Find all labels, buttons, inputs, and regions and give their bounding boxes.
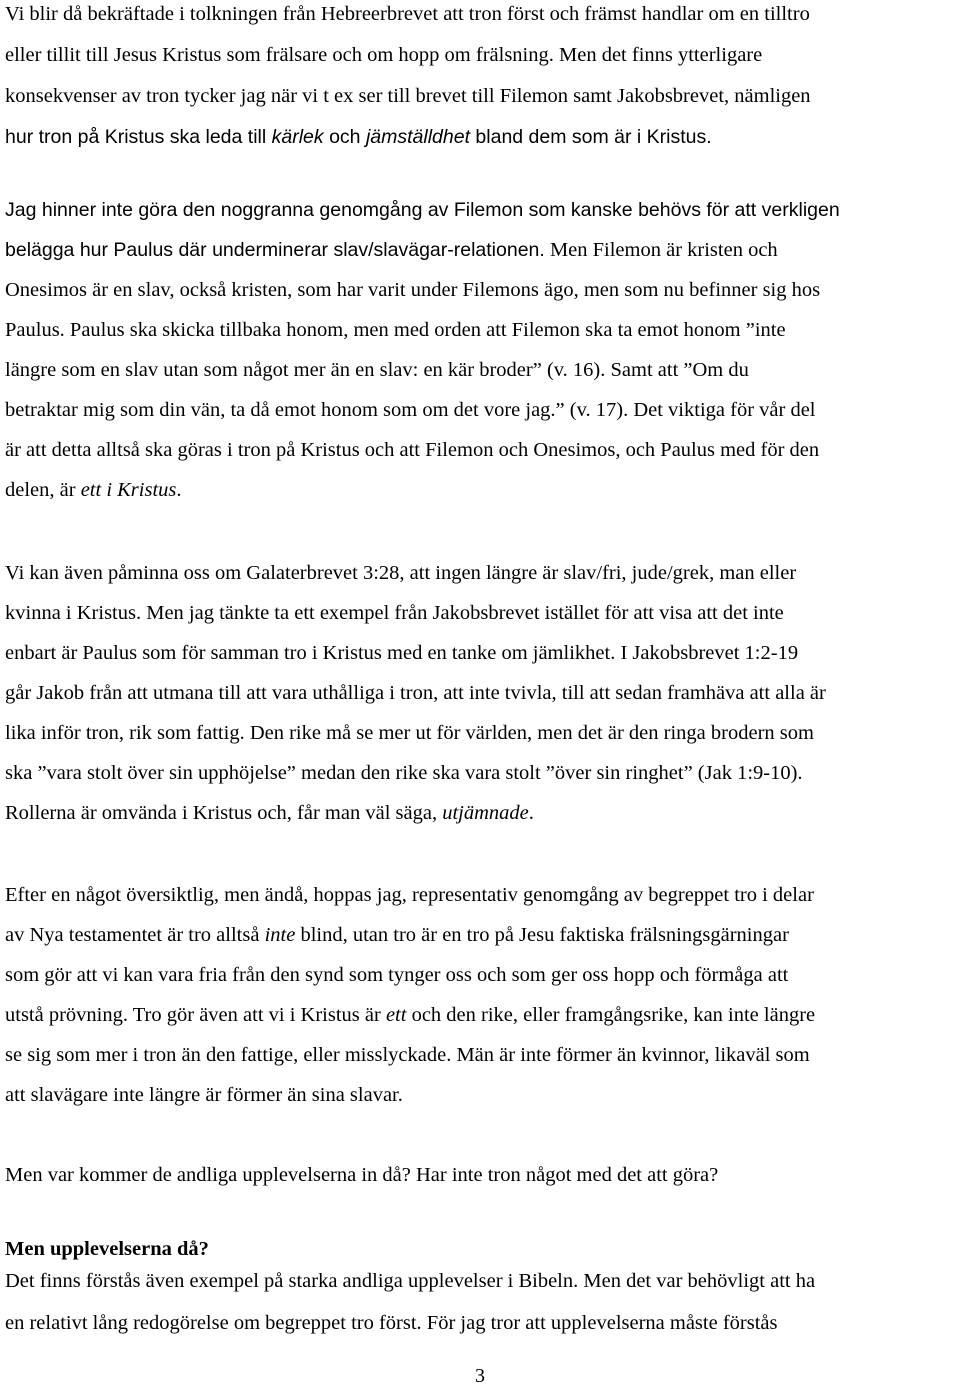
text-run: hur tron på Kristus ska leda till (5, 126, 272, 148)
text-line: längre som en slav utan som något mer än en slav: en kär broder” (v. 16). Samt att ”Om du (5, 359, 749, 381)
emphasis-text: ett (385, 1004, 407, 1026)
text-line (5, 236, 840, 276)
emphasis-text: kärlek (271, 126, 324, 148)
paragraph-2 (5, 196, 840, 516)
text-line (5, 476, 840, 516)
text-line: betraktar mig som din vän, ta då emot honom som om det vore jag.” (v. 17). Det viktiga för vår del (5, 399, 816, 421)
text-line: Vi blir då bekräftade i tolkningen från Hebreerbrevet att tron först och främst handlar om en tilltro (5, 3, 810, 25)
text-run: . (176, 479, 182, 501)
text-run: . (528, 802, 534, 824)
text-line: konsekvenser av tron tycker jag när vi t ex ser till brevet till Filemon samt Jakobsbrevet, nämligen (5, 85, 811, 107)
paragraph-3 (5, 559, 826, 839)
paragraph-4 (5, 881, 815, 1121)
text-line (5, 799, 826, 839)
text-run: och (323, 126, 366, 148)
emphasis-text: inte (264, 924, 296, 946)
text-run: delen, är (5, 479, 81, 501)
text-line: enbart är Paulus som för samman tro i Kristus med en tanke om jämlikhet. I Jakobsbrevet 1:2-19 (5, 642, 799, 664)
text-line: Efter en något översiktlig, men ändå, hoppas jag, representativ genomgång av begreppet tro i delar (5, 884, 814, 906)
text-line (5, 1001, 815, 1041)
text-line: Onesimos är en slav, också kristen, som har varit under Filemons ägo, men som nu befinner sig hos (5, 279, 821, 301)
text-line: ska ”vara stolt över sin upphöjelse” medan den rike ska vara stolt ”över sin ringhet” (Jak 1:9-10). (5, 762, 803, 784)
paragraph-1 (5, 0, 811, 164)
section-men-upplevelserna (5, 1235, 815, 1350)
text-line: eller tillit till Jesus Kristus som frälsare och om hopp om frälsning. Men det finns ytterligare (5, 44, 763, 66)
text-line: Paulus. Paulus ska skicka tillbaka honom, men med orden att Filemon ska ta emot honom ”inte (5, 319, 786, 341)
emphasis-text: ett i Kristus (80, 479, 177, 501)
text-run: utstå prövning. Tro gör även att vi i Kristus är (5, 1004, 386, 1026)
text-line (5, 921, 815, 961)
text-line (5, 123, 811, 164)
text-run: och den rike, eller framgångsrike, kan inte längre (406, 1004, 816, 1026)
text-line: Vi kan även påminna oss om Galaterbrevet 3:28, att ingen längre är slav/fri, jude/grek, man eller (5, 562, 797, 584)
text-line: lika inför tron, rik som fattig. Den rike må se mer ut för världen, men det är den ringa brodern som (5, 722, 814, 744)
text-run: belägga hur Paulus där underminerar slav/slavägar-relationen. (5, 239, 545, 261)
text-line: är att detta alltså ska göras i tron på Kristus och att Filemon och Onesimos, och Paulus med för den (5, 439, 820, 461)
text-line: Men var kommer de andliga upplevelserna in då? Har inte tron något med det att göra? (5, 1164, 719, 1186)
text-run: bland dem som är i Kristus. (470, 126, 712, 148)
text-line: går Jakob från att utmana till att vara uthålliga i tron, att inte tvivla, till att sedan framhäva att alla är (5, 682, 826, 704)
emphasis-text: jämställdhet (365, 126, 470, 148)
paragraph-5 (5, 1161, 718, 1202)
text-line: att slavägare inte längre är förmer än sina slavar. (5, 1084, 403, 1106)
section-heading: Men upplevelserna då? (5, 1238, 209, 1260)
text-run: Rollerna är omvända i Kristus och, får man väl säga, (5, 802, 443, 824)
text-line: Det finns förstås även exempel på starka andliga upplevelser i Bibeln. Men det var behövligt att ha (5, 1270, 816, 1292)
text-line: Jag hinner inte göra den noggranna genomgång av Filemon som kanske behövs för att verkligen (5, 199, 840, 221)
text-line: se sig som mer i tron än den fattige, eller misslyckade. Män är inte förmer än kvinnor, likaväl som (5, 1044, 810, 1066)
page-number: 3 (475, 1365, 485, 1387)
text-run: av Nya testamentet är tro alltså (5, 924, 265, 946)
text-run: blind, utan tro är en tro på Jesu faktiska frälsningsgärningar (295, 924, 789, 946)
text-line: kvinna i Kristus. Men jag tänkte ta ett exempel från Jakobsbrevet istället för att visa att det inte (5, 602, 784, 624)
text-run: Men Filemon är kristen och (544, 239, 778, 261)
text-line: som gör att vi kan vara fria från den synd som tynger oss och som ger oss hopp och förmåga att (5, 964, 789, 986)
text-line: en relativt lång redogörelse om begreppet tro först. För jag tror att upplevelserna måste förstås (5, 1312, 778, 1334)
emphasis-text: utjämnade (442, 802, 529, 824)
